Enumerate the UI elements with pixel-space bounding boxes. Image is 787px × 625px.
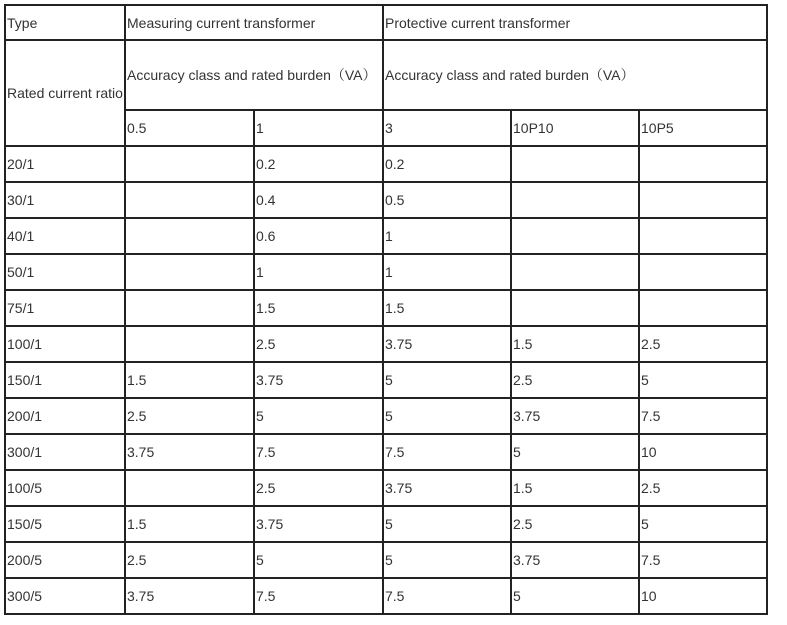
burden-cell xyxy=(639,290,767,326)
burden-cell xyxy=(511,182,639,218)
table-row xyxy=(5,146,767,182)
burden-cell: 1 xyxy=(383,218,511,254)
burden-cell: 2.5 xyxy=(125,542,254,578)
burden-cell: 1.5 xyxy=(383,290,511,326)
burden-cell: 3.75 xyxy=(254,506,383,542)
ratio-cell: 30/1 xyxy=(5,182,125,218)
class-header: 0.5 xyxy=(125,110,254,146)
burden-cell xyxy=(639,218,767,254)
table-row xyxy=(5,362,767,398)
header-row-accuracy xyxy=(5,40,767,110)
ratio-cell: 150/1 xyxy=(5,362,125,398)
rated-ratio-header: Rated current ratio xyxy=(5,40,125,146)
burden-cell: 3.75 xyxy=(254,362,383,398)
burden-cell: 3.75 xyxy=(511,542,639,578)
ratio-cell: 200/1 xyxy=(5,398,125,434)
burden-cell: 5 xyxy=(639,506,767,542)
measuring-accuracy-header: Accuracy class and rated burden（VA） xyxy=(125,40,383,110)
ratio-cell: 300/1 xyxy=(5,434,125,470)
burden-cell: 3.75 xyxy=(383,470,511,506)
burden-cell: 5 xyxy=(383,362,511,398)
ratio-cell: 40/1 xyxy=(5,218,125,254)
burden-cell: 0.2 xyxy=(383,146,511,182)
burden-cell xyxy=(511,218,639,254)
burden-cell: 1.5 xyxy=(511,326,639,362)
ratio-cell: 75/1 xyxy=(5,290,125,326)
burden-cell: 5 xyxy=(383,506,511,542)
burden-cell: 1.5 xyxy=(254,290,383,326)
burden-cell: 10 xyxy=(639,578,767,614)
burden-cell xyxy=(639,146,767,182)
ratio-cell: 300/5 xyxy=(5,578,125,614)
table-row xyxy=(5,578,767,614)
ratio-cell: 100/5 xyxy=(5,470,125,506)
burden-cell: 0.4 xyxy=(254,182,383,218)
table-row xyxy=(5,542,767,578)
burden-cell xyxy=(125,254,254,290)
burden-cell xyxy=(639,182,767,218)
burden-cell: 2.5 xyxy=(639,470,767,506)
table-row xyxy=(5,254,767,290)
burden-cell: 1 xyxy=(383,254,511,290)
protective-header: Protective current transformer xyxy=(383,5,767,40)
burden-cell xyxy=(125,290,254,326)
burden-cell: 2.5 xyxy=(254,470,383,506)
table-row xyxy=(5,398,767,434)
burden-cell xyxy=(125,182,254,218)
burden-cell xyxy=(511,290,639,326)
burden-cell: 7.5 xyxy=(254,434,383,470)
burden-cell: 1.5 xyxy=(125,506,254,542)
header-row-type xyxy=(5,5,767,40)
class-header: 3 xyxy=(383,110,511,146)
class-header: 10P5 xyxy=(639,110,767,146)
ratio-cell: 150/5 xyxy=(5,506,125,542)
protective-accuracy-header: Accuracy class and rated burden（VA） xyxy=(383,40,767,110)
burden-cell: 2.5 xyxy=(511,506,639,542)
burden-cell: 5 xyxy=(511,578,639,614)
burden-cell: 3.75 xyxy=(511,398,639,434)
burden-cell: 2.5 xyxy=(639,326,767,362)
burden-cell xyxy=(125,218,254,254)
burden-cell: 7.5 xyxy=(639,542,767,578)
table-row xyxy=(5,506,767,542)
burden-cell: 7.5 xyxy=(639,398,767,434)
burden-cell xyxy=(125,146,254,182)
table-row xyxy=(5,326,767,362)
burden-cell xyxy=(511,146,639,182)
ratio-cell: 50/1 xyxy=(5,254,125,290)
ratio-cell: 200/5 xyxy=(5,542,125,578)
burden-cell: 7.5 xyxy=(383,434,511,470)
table-row xyxy=(5,434,767,470)
table-row xyxy=(5,290,767,326)
burden-cell: 1.5 xyxy=(511,470,639,506)
measuring-header: Measuring current transformer xyxy=(125,5,383,40)
table-row xyxy=(5,470,767,506)
burden-cell: 2.5 xyxy=(511,362,639,398)
burden-cell: 3.75 xyxy=(125,578,254,614)
burden-cell xyxy=(125,326,254,362)
burden-cell: 10 xyxy=(639,434,767,470)
burden-cell: 2.5 xyxy=(125,398,254,434)
burden-cell: 1 xyxy=(254,254,383,290)
burden-cell: 1.5 xyxy=(125,362,254,398)
ratio-cell: 20/1 xyxy=(5,146,125,182)
ratio-cell: 100/1 xyxy=(5,326,125,362)
burden-cell xyxy=(639,254,767,290)
burden-cell: 5 xyxy=(383,542,511,578)
class-header: 10P10 xyxy=(511,110,639,146)
burden-cell: 5 xyxy=(511,434,639,470)
table-row xyxy=(5,218,767,254)
burden-cell: 7.5 xyxy=(383,578,511,614)
burden-cell: 3.75 xyxy=(383,326,511,362)
class-header: 1 xyxy=(254,110,383,146)
burden-cell xyxy=(511,254,639,290)
burden-cell: 5 xyxy=(254,542,383,578)
type-header: Type xyxy=(5,5,125,40)
burden-cell: 0.5 xyxy=(383,182,511,218)
ct-spec-table xyxy=(4,4,768,615)
burden-cell: 5 xyxy=(383,398,511,434)
burden-cell: 5 xyxy=(254,398,383,434)
burden-cell: 5 xyxy=(639,362,767,398)
table-row xyxy=(5,182,767,218)
burden-cell: 2.5 xyxy=(254,326,383,362)
burden-cell xyxy=(125,470,254,506)
burden-cell: 7.5 xyxy=(254,578,383,614)
burden-cell: 3.75 xyxy=(125,434,254,470)
burden-cell: 0.2 xyxy=(254,146,383,182)
burden-cell: 0.6 xyxy=(254,218,383,254)
